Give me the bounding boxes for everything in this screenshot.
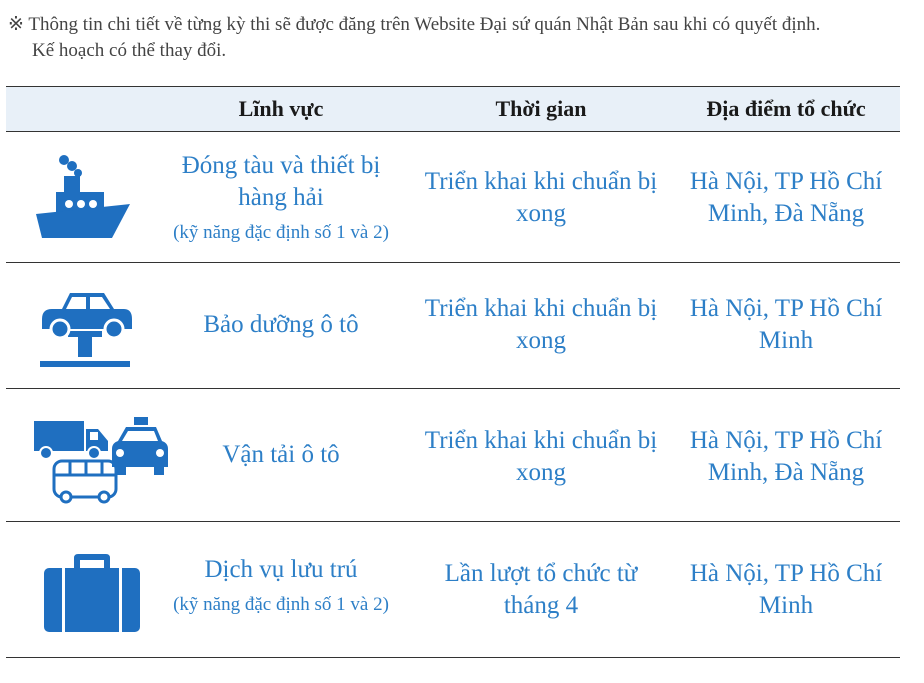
table-row <box>6 263 900 389</box>
table-row <box>6 389 900 522</box>
time-cell: Triển khai khi chuẩn bị xong <box>424 427 658 486</box>
suitcase-icon <box>42 554 142 634</box>
location-cell: Hà Nội, TP Hồ Chí Minh <box>689 295 883 354</box>
field-name: Dịch vụ lưu trú <box>204 556 358 583</box>
note-line-1: Thông tin chi tiết về từng kỳ thi sẽ được đăng trên Website Đại sứ quán Nhật Bản sau khi có quyết định. <box>28 14 821 35</box>
location-cell: Hà Nội, TP Hồ Chí Minh, Đà Nẵng <box>689 427 883 486</box>
header-field: Lĩnh vực <box>238 96 324 121</box>
notice-text <box>8 12 920 64</box>
field-cell <box>156 554 406 618</box>
table-row <box>6 132 900 263</box>
time-cell: Lần lượt tổ chức từ tháng 4 <box>444 560 638 619</box>
location-cell: Hà Nội, TP Hồ Chí Minh <box>689 560 883 619</box>
ship-icon <box>34 152 134 242</box>
field-name: Đóng tàu và thiết bị hàng hải <box>181 152 381 211</box>
header-time: Thời gian <box>495 96 587 121</box>
header-location: Địa điểm tổ chức <box>706 96 866 121</box>
field-name: Bảo dưỡng ô tô <box>203 311 359 338</box>
field-note: (kỹ năng đặc định số 1 và 2) <box>173 594 389 615</box>
field-cell <box>156 439 406 471</box>
time-cell: Triển khai khi chuẩn bị xong <box>424 295 658 354</box>
table-header <box>6 86 900 132</box>
table-row <box>6 522 900 658</box>
note-mark: ※ <box>8 14 24 35</box>
vehicles-icon <box>32 415 172 507</box>
field-name: Vận tải ô tô <box>222 441 340 468</box>
note-line-2: Kế hoạch có thể thay đổi. <box>32 40 227 61</box>
car-lift-icon <box>34 287 134 371</box>
location-cell: Hà Nội, TP Hồ Chí Minh, Đà Nẵng <box>689 168 883 227</box>
time-cell: Triển khai khi chuẩn bị xong <box>424 168 658 227</box>
field-cell <box>156 309 406 341</box>
field-note: (kỹ năng đặc định số 1 và 2) <box>173 222 389 243</box>
field-cell <box>156 150 406 246</box>
exam-schedule-table <box>6 86 900 658</box>
